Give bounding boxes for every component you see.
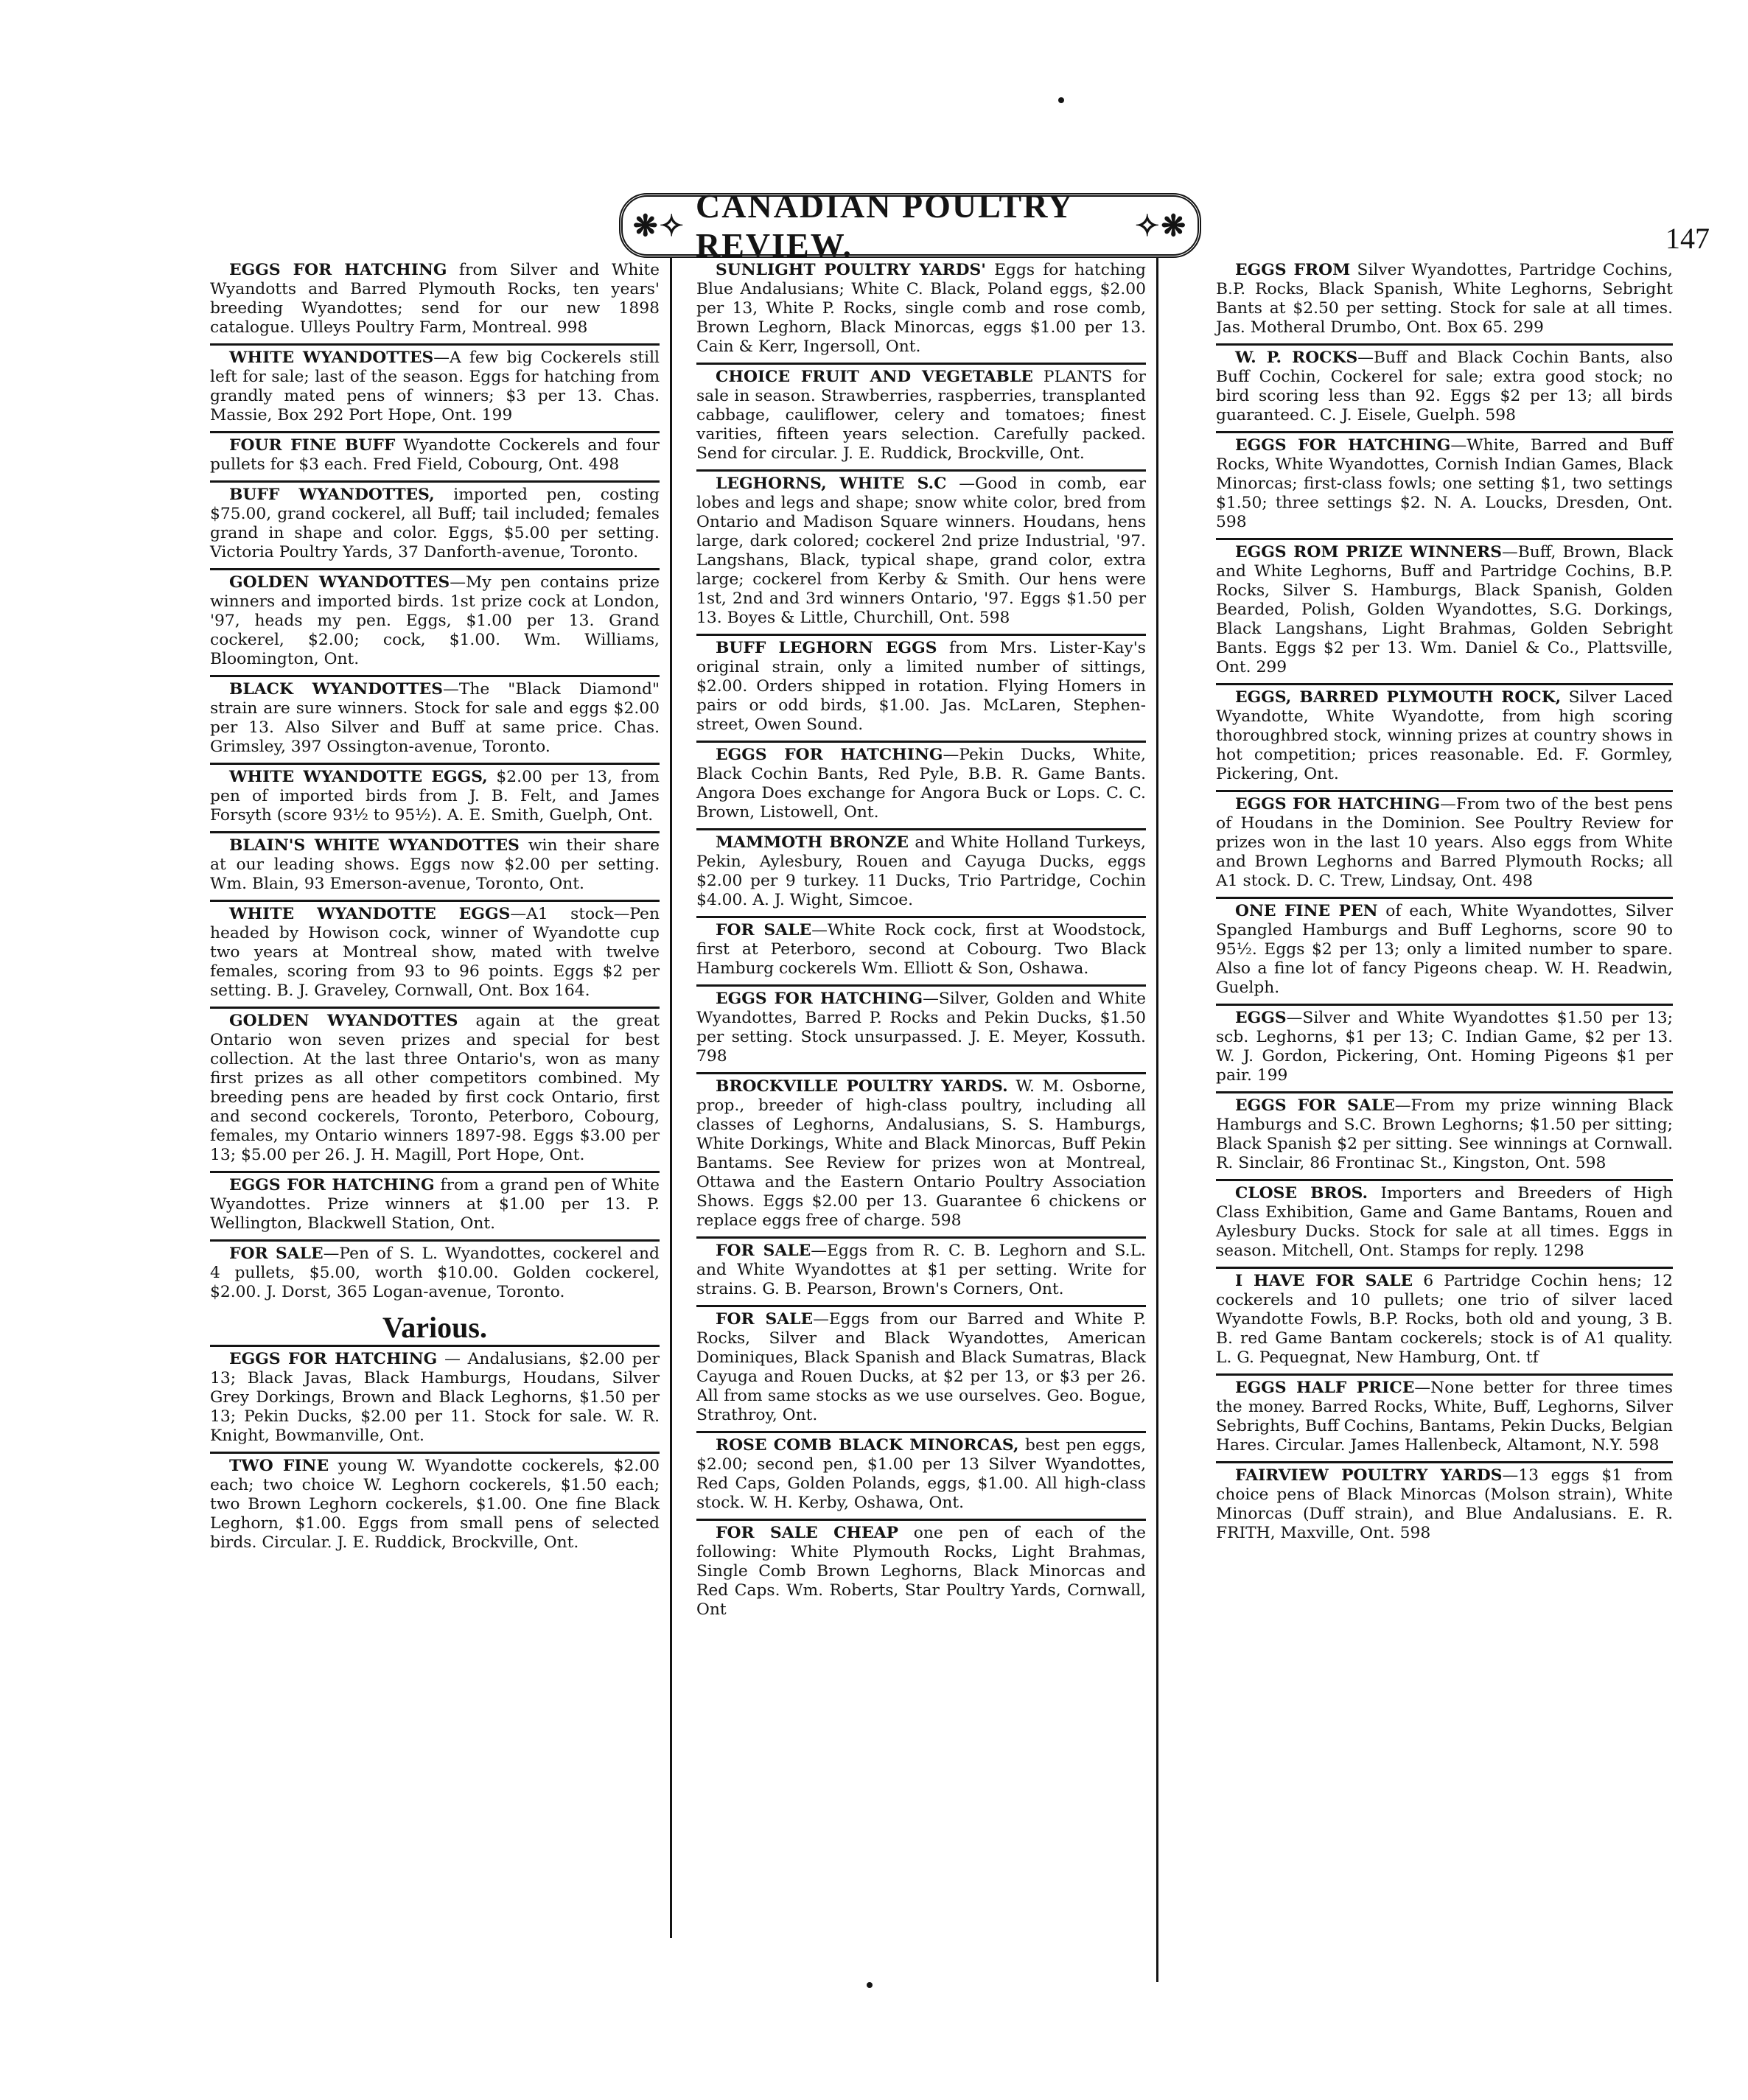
classified-ad: BUFF LEGHORN EGGS from Mrs. Lister-Kay's original strain, only a limited number of sittings, $2.00. Orders shipped in rotation. Flying Homers in pairs or odd birds, $1.00. Jas. McLaren, Stephen-street, Owen Sound. xyxy=(696,636,1146,743)
masthead-ornament-right: ✧❋ xyxy=(1134,209,1187,242)
classified-ad: W. P. ROCKS—Buff and Black Cochin Bants, also Buff Cochin, Cockerel for sale; extra good stock; no bird scoring less than 92. Eggs $2 per 13; all birds guaranteed. C. J. Eisele, Guelph. 598 xyxy=(1216,346,1673,433)
classified-ad: EGGS FOR HATCHING—White, Barred and Buff Rocks, White Wyandottes, Cornish Indian Games, Black Minorcas; first-class fowls; one setting $1, two settings $1.50; three settings $2. N. A. Loucks, Dresden, Ont. 598 xyxy=(1216,433,1673,540)
classified-ad: FAIRVIEW POULTRY YARDS—13 eggs $1 from choice pens of Black Minorcas (Molson strain), White Minorcas (Duff strain), and Blue Andalusians. E. R. FRITH, Maxville, Ont. 598 xyxy=(1216,1466,1674,1542)
classified-ad: BLAIN'S WHITE WYANDOTTES win their share at our leading shows. Eggs now $2.00 per setting. Wm. Blain, 93 Emerson-avenue, Toronto, Ont. xyxy=(210,833,660,902)
classified-ad: FOR SALE CHEAP one pen of each of the following: White Plymouth Rocks, Light Brahmas, Single Comb Brown Leghorns, Black Minorcas and Red Caps. Wm. Roberts, Star Poultry Yards, Cornwall, Ont xyxy=(696,1524,1146,1619)
left-column xyxy=(210,258,672,1938)
classified-ad: CLOSE BROS. Importers and Breeders of High Class Exhibition, Game and Game Bantams, Rouen and Aylesbury Ducks. Stock for sale at all times. Eggs in season. Mitchell, Ont. Stamps for reply. 1298 xyxy=(1216,1181,1673,1269)
page-number: 147 xyxy=(1665,222,1710,255)
classified-ad: GOLDEN WYANDOTTES again at the great Ontario won seven prizes and special for best collection. At the last three Ontario's, won as many first prizes as all other competitors combined. My breeding pens are headed by first cock Ontario, first and second cockerels, Toronto, Peterboro, Cobourg, females, my Ontario winners 1897-98. Eggs $3.00 per 13; $5.00 per 26. J. H. Magill, Port Hope, Ont. xyxy=(210,1009,660,1173)
classified-ad: BUFF WYANDOTTES, imported pen, costing $75.00, grand cockerel, all Buff; tail included; females grand in shape and color. Eggs, $5.00 per setting. Victoria Poultry Yards, 37 Danforth-avenue, Toronto. xyxy=(210,483,660,570)
print-speck xyxy=(867,1982,873,1988)
classified-ad: BROCKVILLE POULTRY YARDS. W. M. Osborne, prop., breeder of high-class poultry, including all classes of Leghorns, Andalusians, S. S. Hamburgs, White Dorkings, White and Black Minorcas, Buff Pekin Bantams. See Review for prizes won at Montreal, Ottawa and the Eastern Ontario Poultry Association Shows. Eggs $2.00 per 13. Guarantee 6 chickens or replace eggs free of charge. 598 xyxy=(696,1074,1146,1239)
classified-ad: MAMMOTH BRONZE and White Holland Turkeys, Pekin, Aylesbury, Rouen and Cayuga Ducks, eggs $2.00 per 9 turkey. 11 Ducks, Trio Partridge, Cochin $4.00. A. J. Wight, Simcoe. xyxy=(696,830,1146,918)
masthead-ornament-left: ❋✧ xyxy=(633,209,686,242)
masthead xyxy=(619,187,1201,264)
middle-column xyxy=(696,258,1158,1982)
classified-ad: SUNLIGHT POULTRY YARDS' Eggs for hatching Blue Andalusians; White C. Black, Poland eggs, $2.00 per 13, White P. Rocks, single comb and rose comb, Brown Leghorn, Black Minorcas, eggs $1.00 per 13. Cain & Kerr, Ingersoll, Ont. xyxy=(696,258,1146,365)
classified-ad: EGGS FROM Silver Wyandottes, Partridge Cochins, B.P. Rocks, Black Spanish, White Leghorns, Sebright Bants at $2.50 per setting. Stock for sale at all times. Jas. Motheral Drumbo, Ont. Box 65. 299 xyxy=(1216,258,1673,346)
classified-ad: EGGS FOR HATCHING—Silver, Golden and White Wyandottes, Barred P. Rocks and Pekin Ducks, $1.50 per setting. Stock unsurpassed. J. E. Meyer, Kossuth. 798 xyxy=(696,987,1146,1074)
left-ads-list xyxy=(210,258,660,1308)
classified-ad: ROSE COMB BLACK MINORCAS, best pen eggs, $2.00; second pen, $1.00 per 13 Silver Wyandottes, Red Caps, Golden Polands, eggs, $1.00. All high-class stock. W. H. Kerby, Oshawa, Ont. xyxy=(696,1433,1146,1521)
section-heading-various: Various. xyxy=(210,1308,660,1347)
classified-ad: BLACK WYANDOTTES—The "Black Diamond" strain are sure winners. Stock for sale and eggs $2.00 per 13. Also Silver and Buff at same price. Chas. Grimsley, 397 Ossington-avenue, Toronto. xyxy=(210,677,660,765)
classified-ad: EGGS ROM PRIZE WINNERS—Buff, Brown, Black and White Leghorns, Buff and Partridge Cochins, B.P. Rocks, Silver S. Hamburgs, Black Spanish, Golden Bearded, Polish, Golden Wyandottes, S.G. Dorkings, Black Langshans, Light Brahmas, Golden Sebright Bants. Eggs $2 per 13. Wm. Daniel & Co., Plattsville, Ont. 299 xyxy=(1216,540,1673,685)
classified-ad: FOUR FINE BUFF Wyandotte Cockerels and four pullets for $3 each. Fred Field, Cobourg, Ont. 498 xyxy=(210,433,660,483)
classified-ad: EGGS FOR SALE—From my prize winning Black Hamburgs and S.C. Brown Leghorns; $1.50 per sitting; Black Spanish $2 per sitting. See winnings at Cornwall. R. Sinclair, 86 Frontinac St., Kingston, Ont. 598 xyxy=(1216,1093,1673,1181)
classified-ad: FOR SALE—Pen of S. L. Wyandottes, cockerel and 4 pullets, $5.00, worth $10.00. Golden cockerel, $2.00. J. Dorst, 365 Logan-avenue, Toronto. xyxy=(210,1245,660,1301)
classified-ad: EGGS FOR HATCHING from Silver and White Wyandotts and Barred Plymouth Rocks, ten years' breeding Wyandottes; send for our new 1898 catalogue. Ulleys Poultry Farm, Montreal. 998 xyxy=(210,258,660,346)
classified-ad: EGGS, BARRED PLYMOUTH ROCK, Silver Laced Wyandotte, White Wyandotte, from high scoring thoroughbred stock, winning prizes at country shows in hot competition; prices reasonable. Ed. F. Gormley, Pickering, Ont. xyxy=(1216,685,1673,792)
classified-ad: I HAVE FOR SALE 6 Partridge Cochin hens; 12 cockerels and 10 pullets; one trio of silver laced Wyandotte Fowls, B.P. Rocks, both old and young, 3 B. B. red Game Bantam cockerels; stock is of A1 quality. L. G. Pequegnat, New Hamburg, Ont. tf xyxy=(1216,1269,1673,1376)
classified-ad: FOR SALE—Eggs from R. C. B. Leghorn and S.L. and White Wyandottes at $1 per setting. Write for strains. G. B. Pearson, Brown's Corners, Ont. xyxy=(696,1239,1146,1307)
classified-ad: FOR SALE—White Rock cock, first at Woodstock, first at Peterboro, second at Cobourg. Two Black Hamburg cockerels Wm. Elliott & Son, Oshawa. xyxy=(696,918,1146,987)
classified-ad: ONE FINE PEN of each, White Wyandottes, Silver Spangled Hamburgs and Buff Leghorns, score 90 to 95½. Eggs $2 per 13; only a limited number to spare. Also a fine lot of fancy Pigeons cheap. W. H. Readwin, Guelph. xyxy=(1216,899,1673,1006)
print-speck xyxy=(1058,97,1064,103)
classified-ad: LEGHORNS, WHITE S.C —Good in comb, ear lobes and legs and shape; snow white color, bred from Ontario and Madison Square winners. Houdans, hens large, dark colored; cockerel 2nd prize Industrial, '97. Langshans, Black, typical shape, grand color, extra large; cockerel from Kerby & Smith. Our hens were 1st, 2nd and 3rd winners Ontario, '97. Eggs $1.50 per 13. Boyes & Little, Churchill, Ont. 598 xyxy=(696,472,1146,636)
classified-ad: FOR SALE—Eggs from our Barred and White P. Rocks, Silver and Black Wyandottes, American Dominiques, Black Spanish and Black Sumatras, Black Cayuga and Rouen Ducks, at $2 per 13, or $3 per 26. All from same stocks as we use ourselves. Geo. Bogue, Strathroy, Ont. xyxy=(696,1307,1146,1433)
classified-ad: GOLDEN WYANDOTTES—My pen contains prize winners and imported birds. 1st prize cock at London, '97, heads my pen. Eggs, $1.00 per 13. Grand cockerel, $2.00; cock, $1.00. Wm. Williams, Bloomington, Ont. xyxy=(210,570,660,677)
classified-ad: CHOICE FRUIT AND VEGETABLE PLANTS for sale in season. Strawberries, raspberries, transplanted cabbage, cauliflower, celery and tomatoes; finest varities, fifteen years selection. Carefully packed. Send for circular. J. E. Ruddick, Brockville, Ont. xyxy=(696,365,1146,472)
right-column xyxy=(1216,258,1673,1549)
various-ads-list xyxy=(210,1347,660,1558)
classified-ad: WHITE WYANDOTTE EGGS, $2.00 per 13, from pen of imported birds from J. B. Felt, and James Forsyth (score 93½ to 95½). A. E. Smith, Guelph, Ont. xyxy=(210,765,660,833)
classified-ad: EGGS FOR HATCHING from a grand pen of White Wyandottes. Prize winners at $1.00 per 13. P. Wellington, Blackwell Station, Ont. xyxy=(210,1173,660,1242)
classified-ad: EGGS HALF PRICE—None better for three times the money. Barred Rocks, White, Buff, Leghorns, Silver Sebrights, Buff Cochins, Bantams, Pekin Ducks, Belgian Hares. Circular. James Hallenbeck, Altamont, N.Y. 598 xyxy=(1216,1376,1673,1463)
classified-ad: EGGS FOR HATCHING—Pekin Ducks, White, Black Cochin Bants, Red Pyle, B.B. R. Game Bants. Angora Does exchange for Angora Buck or Lops. C. C. Brown, Listowell, Ont. xyxy=(696,743,1146,830)
classified-ad: EGGS FOR HATCHING—From two of the best pens of Houdans in the Dominion. See Poultry Review for prizes won in the last 10 years. Also eggs from White and Brown Leghorns and Barred Plymouth Rocks; all A1 stock. D. C. Trew, Lindsay, Ont. 498 xyxy=(1216,792,1673,899)
classified-ad: EGGS—Silver and White Wyandottes $1.50 per 13; scb. Leghorns, $1 per 13; C. Indian Game, $2 per 13. W. J. Gordon, Pickering, Ont. Homing Pigeons $1 per pair. 199 xyxy=(1216,1006,1673,1093)
masthead-title: CANADIAN POULTRY REVIEW. xyxy=(696,187,1073,264)
classified-ad: EGGS FOR HATCHING — Andalusians, $2.00 per 13; Black Javas, Black Hamburgs, Houdans, Silver Grey Dorkings, Brown and Black Leghorns, $1.50 per 13; Pekin Ducks, $2.00 per 11. Stock for sale. W. R. Knight, Bowmanville, Ont. xyxy=(210,1347,660,1454)
classified-ad: TWO FINE young W. Wyandotte cockerels, $2.00 each; two choice W. Leghorn cockerels, $1.50 each; two Brown Leghorn cockerels, $1.00. One fine Black Leghorn, $1.00. Eggs from small pens of selected birds. Circular. J. E. Ruddick, Brockville, Ont. xyxy=(210,1457,660,1552)
classified-ad: WHITE WYANDOTTES—A few big Cockerels still left for sale; last of the season. Eggs for hatching from grandly mated pens of winners; $3 per 13. Chas. Massie, Box 292 Port Hope, Ont. 199 xyxy=(210,346,660,433)
classified-ad: WHITE WYANDOTTE EGGS—A1 stock—Pen headed by Howison cock, winner of Wyandotte cup two years at Montreal show, mated with twelve females, scoring from 93 to 96 points. Eggs $2 per setting. B. J. Graveley, Cornwall, Ont. Box 164. xyxy=(210,902,660,1009)
